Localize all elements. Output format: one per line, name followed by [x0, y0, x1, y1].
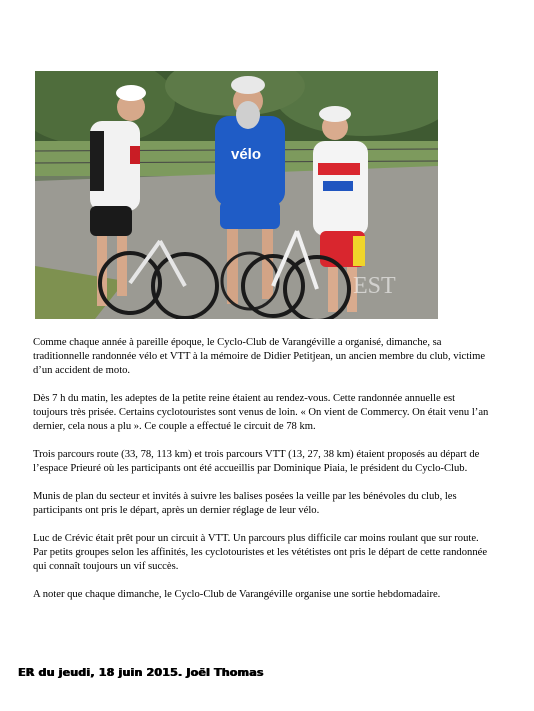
article-paragraph: Munis de plan du secteur et invités à suivre les balises posées la veille par les bénévoles du club, les participants ont pris le départ, après un dernier réglage de leur vélo. — [33, 491, 457, 516]
article-body — [33, 336, 489, 616]
article-paragraph: Comme chaque année à pareille époque, le Cyclo-Club de Varangéville a organisé, dimanche, sa traditionnelle randonnée vélo et VTT à la mémoire de Didier Petitjean, un ancien membre du club, victime d’un accident de moto. — [33, 337, 486, 376]
article-paragraph: A noter que chaque dimanche, le Cyclo-Club de Varangéville organise une sortie hebdomadaire. — [33, 589, 441, 600]
article-photo — [35, 71, 438, 319]
svg-text:vélo: vélo — [231, 146, 262, 163]
article-paragraph: Dès 7 h du matin, les adeptes de la petite reine étaient au rendez-vous. Cette randonnée annuelle est toujours très prisée. Certains cyclotouristes sont venus de loin. « On vient de Commercy. On était venu l’an dernier, cela nous a plu ». Ce couple a effectué le circuit de 78 km. — [33, 393, 489, 432]
article-paragraph: Luc de Crévic était prêt pour un circuit à VTT. Un parcours plus difficile car moins roulant que sur route. Par petits groupes selon les affinités, les cyclotouristes et les vététistes ont pris le départ de cette randonnée qui connaît toujours un vif succès. — [33, 533, 488, 572]
source-credit: ER du jeudi, 18 juin 2015. Joël Thomas — [18, 666, 264, 679]
cyclists-photo-icon — [35, 71, 438, 319]
photo-watermark: EST — [353, 273, 396, 299]
article-paragraph: Trois parcours route (33, 78, 113 km) et trois parcours VTT (13, 27, 38 km) étaient proposés au départ de l’espace Prieuré où les participants ont été accueillis par Dominique Piaia, le président du Cyclo-Club. — [33, 449, 480, 474]
